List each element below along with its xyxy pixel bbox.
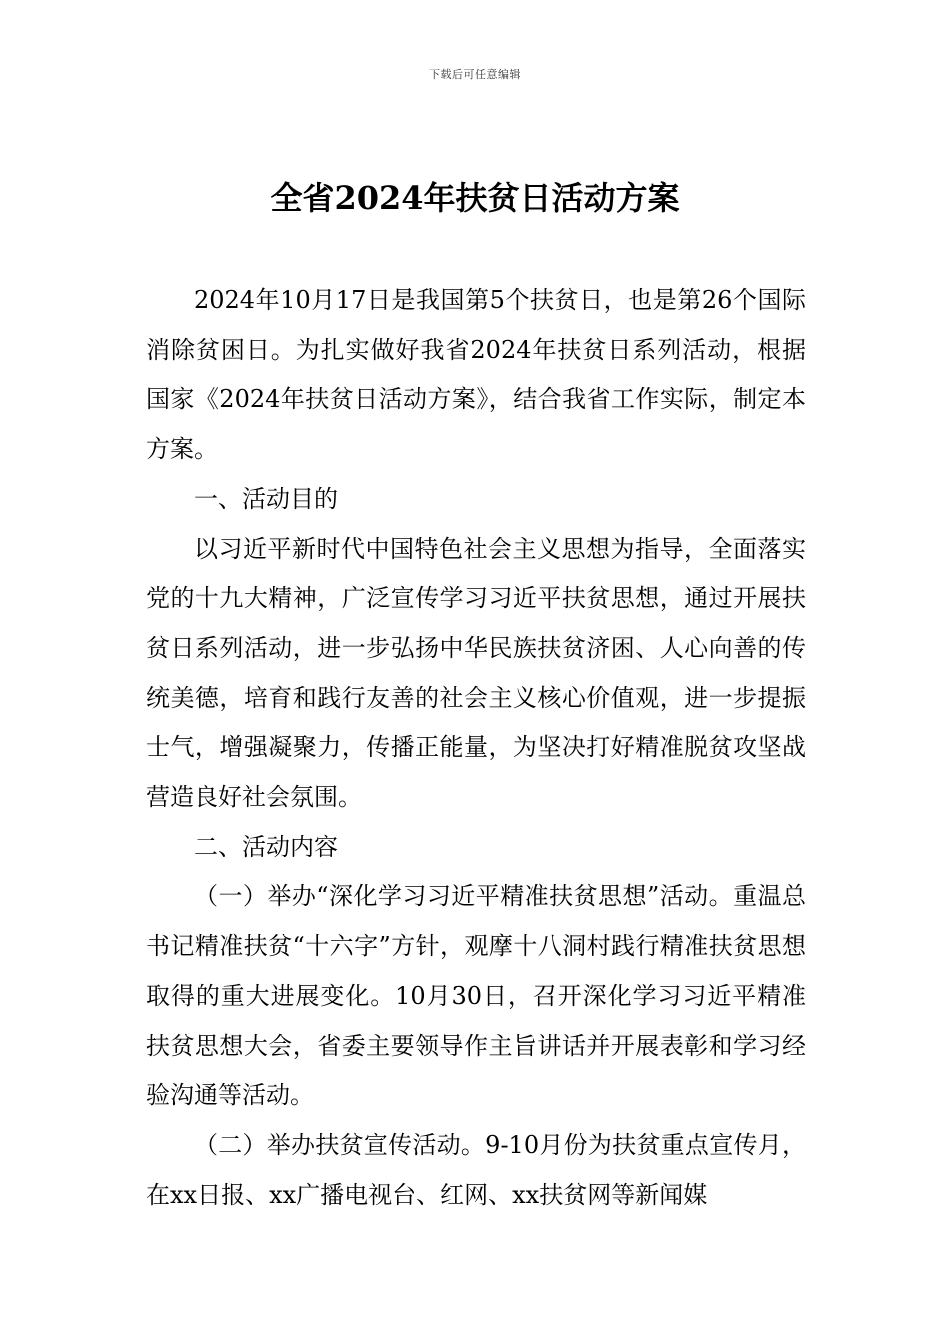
section-heading-purpose: 一、活动目的 bbox=[194, 484, 338, 513]
header-note: 下载后可任意编辑 bbox=[429, 68, 521, 81]
paragraph-intro: 2024年10月17日是我国第5个扶贫日，也是第26个国际消除贫困日。为扎实做好我省2024年扶贫日系列活动，根据国家《2024年扶贫日活动方案》，结合我省工作实际，制定本方案。 bbox=[146, 286, 806, 464]
document-title: 全省2024年扶贫日活动方案 bbox=[270, 179, 680, 217]
section-heading-content: 二、活动内容 bbox=[194, 832, 338, 861]
paragraph-item-2: （二）举办扶贫宣传活动。9-10月份为扶贫重点宣传月，在xx日报、xx广播电视台、红网、xx扶贫网等新闻媒 bbox=[146, 1130, 806, 1209]
paragraph-item-1: （一）举办“深化学习习近平精准扶贫思想”活动。重温总书记精准扶贫“十六字”方针，观摩十八洞村践行精准扶贫思想取得的重大进展变化。10月30日，召开深化学习习近平精准扶贫思想大会，省委主要领导作主旨讲话并开展表彰和学习经验沟通等活动。 bbox=[146, 882, 806, 1110]
paragraph-purpose: 以习近平新时代中国特色社会主义思想为指导，全面落实党的十九大精神，广泛宣传学习习近平扶贫思想，通过开展扶贫日系列活动，进一步弘扬中华民族扶贫济困、人心向善的传统美德，培育和践行友善的社会主义核心价值观，进一步提振士气，增强凝聚力，传播正能量，为坚决打好精准脱贫攻坚战营造良好社会氛围。 bbox=[146, 534, 806, 812]
document-body bbox=[146, 276, 806, 1220]
